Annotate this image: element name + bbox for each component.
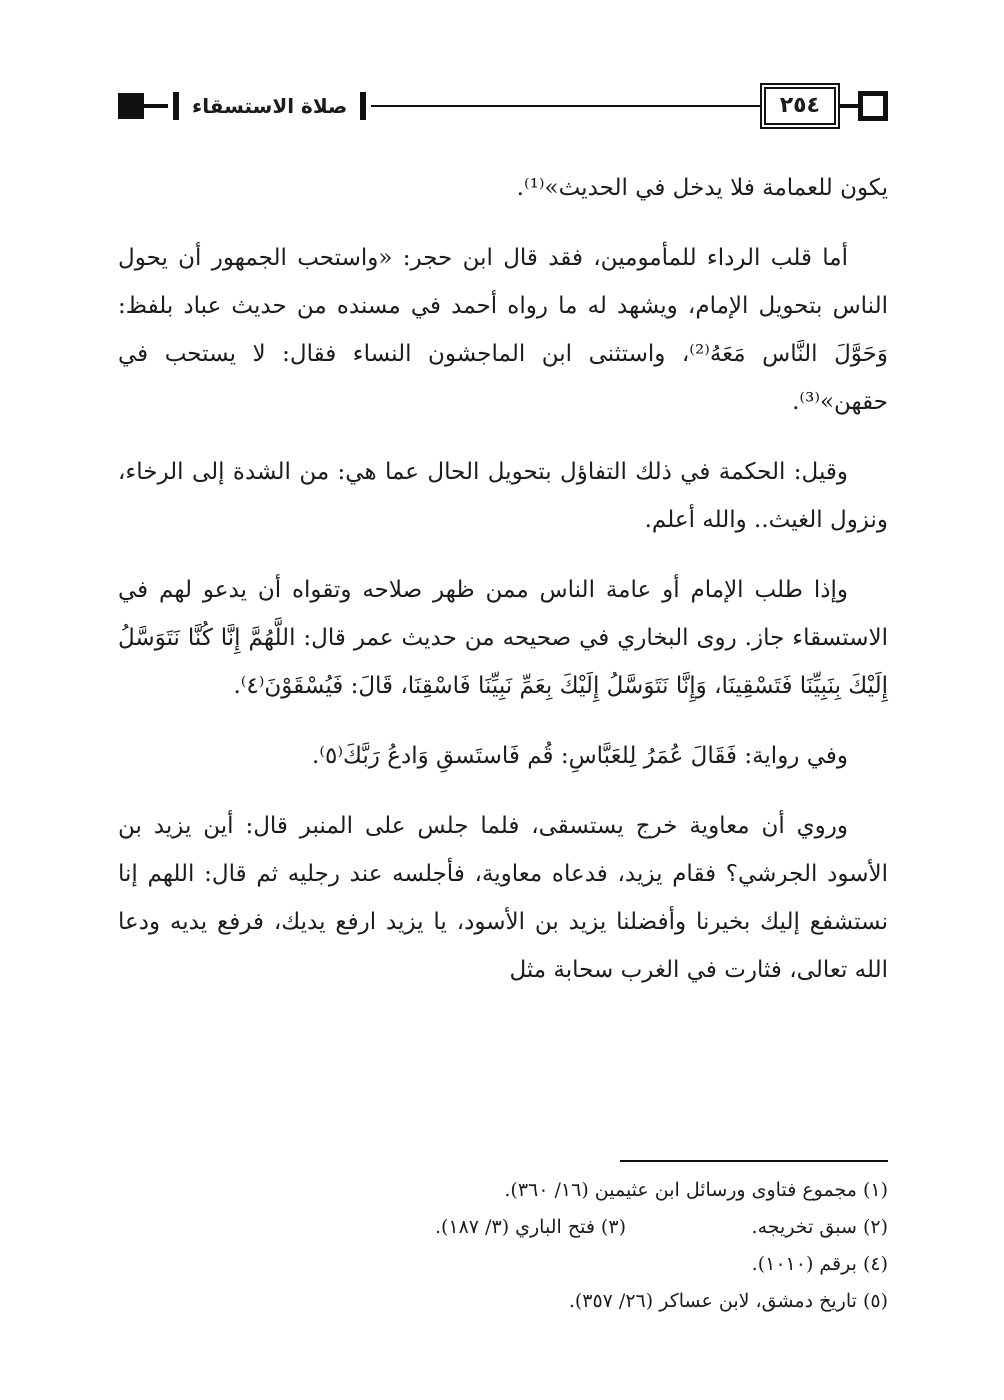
paragraph: يكون للعمامة فلا يدخل في الحديث»⁽¹⁾. — [516, 175, 888, 201]
footnotes — [118, 1172, 888, 1320]
page-number: ٢٥٤ — [764, 87, 836, 125]
header-ornament-square — [118, 93, 144, 119]
running-title: صلاة الاستسقاء — [192, 94, 348, 118]
header-rule-end — [144, 104, 168, 108]
paragraph: أما قلب الرداء للمأمومين، فقد قال ابن حجر: «واستحب الجمهور أن يحول الناس بتحويل الإمام، ويشهد له ما رواه أحمد في مسنده من حديث عباد بلفظ: وَحَوَّلَ النَّاس مَعَهُ⁽²⁾، واستثنى ابن الماجشون النساء فقال: لا يستحب في حقهن»⁽³⁾. — [118, 245, 889, 415]
paragraph: وروي أن معاوية خرج يستسقى، فلما جلس على المنبر قال: أين يزيد بن الأسود الجرشي؟ فقام يزيد، فدعاه معاوية، فأجلسه عند رجليه ثم قال: اللهم إنا نستشفع إليك بخيرنا وأفضلنا يزيد بن الأسود، يا يزيد ارفع يديك، فرفع يديه ودعا الله تعالى، فثارت في الغرب سحابة مثل — [118, 813, 888, 983]
footnote-row — [118, 1209, 888, 1246]
paragraph: وقيل: الحكمة في ذلك التفاؤل بتحويل الحال عما هي: من الشدة إلى الرخاء، ونزول الغيث.. والله أعلم. — [118, 459, 888, 533]
paragraph: وفي رواية: فَقَالَ عُمَرُ لِلعَبَّاسِ: قُم فَاستَسقِ وَادعُ رَبَّكَ⁽٥⁾. — [312, 743, 848, 769]
footnote: (٢) سبق تخريجه. — [751, 1216, 888, 1238]
footnote: (٤) برقم (١٠١٠). — [751, 1253, 888, 1275]
header-divider-bar — [360, 92, 366, 120]
header-rule-short — [840, 104, 858, 108]
page-header — [118, 84, 888, 128]
footnote-separator — [620, 1160, 888, 1162]
footnote: (٣) فتح الباري (٣/ ١٨٧). — [434, 1216, 626, 1238]
footnote: (١) مجموع فتاوى ورسائل ابن عثيمين (١٦/ ٣٦٠). — [504, 1179, 888, 1201]
header-ornament-box — [858, 91, 888, 121]
footnote: (٥) تاريخ دمشق، لابن عساكر (٢٦/ ٣٥٧). — [568, 1290, 888, 1312]
header-rule — [371, 105, 759, 107]
paragraph: وإذا طلب الإمام أو عامة الناس ممن ظهر صلاحه وتقواه أن يدعو لهم في الاستسقاء جاز. روى البخاري في صحيحه من حديث عمر قال: اللَّهُمَّ إِنَّا كُنَّا نَتَوَسَّلُ إِلَيْكَ بِنَبِيِّنَا فَتَسْقِينَا، وَإِنَّا نَتَوَسَّلُ إِلَيْكَ بِعَمِّ نَبِيِّنَا فَاسْقِنَا، قَالَ: فَيُسْقَوْنَ⁽٤⁾. — [118, 577, 888, 699]
header-divider-bar — [173, 92, 179, 120]
main-text — [118, 164, 888, 1016]
